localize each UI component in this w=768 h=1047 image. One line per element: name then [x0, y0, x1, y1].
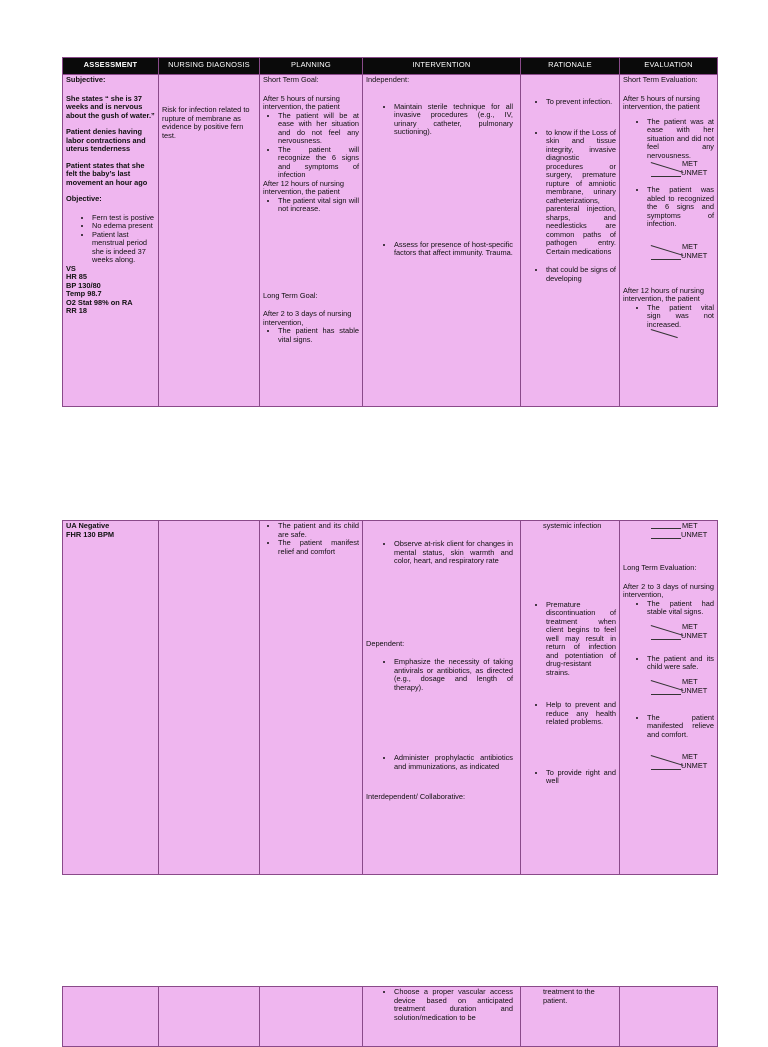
intervention-list — [366, 988, 517, 1022]
rationale-cell — [521, 75, 620, 407]
assessment-cell — [63, 987, 159, 1047]
list-item: • Fern test is postive — [92, 214, 155, 223]
list-item: • The patient was at ease with her situation and did not feel any nervousness. — [647, 118, 714, 161]
short-term-goal-label: Short Term Goal: — [263, 75, 319, 84]
met-unmet-marker — [651, 753, 714, 775]
list-item: • The patient was abled to recognized the 6 signs and symptoms of infection. — [647, 186, 714, 229]
met-label: MET — [682, 159, 698, 168]
planning-cell — [260, 75, 363, 407]
header-nursing-diagnosis: NURSING DIAGNOSIS — [159, 58, 260, 75]
list-item: • Observe at-risk client for changes in mental status, skin warmth and color, heart, and respiratory rate — [394, 540, 513, 566]
evaluation-list — [623, 118, 714, 161]
planning-timeframe: After 5 hours of nursing intervention, the patient — [263, 93, 340, 111]
intervention-cell — [363, 987, 521, 1047]
met-label: MET — [682, 621, 698, 631]
list-item: • No edema present — [92, 222, 155, 231]
evaluation-cell — [620, 987, 718, 1047]
intervention-cell — [363, 521, 521, 875]
vital-sign: HR 85 — [66, 272, 87, 281]
header-assessment: ASSESSMENT — [63, 58, 159, 75]
evaluation-timeframe: After 12 hours of nursing intervention, the patient — [623, 285, 704, 303]
table-row — [63, 75, 718, 407]
rationale-continuation: systemic infection — [543, 521, 602, 530]
evaluation-timeframe: After 5 hours of nursing intervention, the patient — [623, 93, 700, 111]
evaluation-timeframe: After 2 to 3 days of nursing intervention, — [623, 581, 714, 599]
unmet-label: UNMET — [681, 250, 708, 260]
care-plan-table-page-3 — [62, 986, 718, 1047]
rationale-list — [524, 266, 616, 283]
assessment-cell — [63, 521, 159, 875]
subjective-statement: Patient states that she felt the baby’s last movement an hour ago — [66, 160, 148, 187]
list-item: • The patient and its child are safe. — [278, 522, 359, 539]
header-rationale: RATIONALE — [521, 58, 620, 75]
strike-line — [623, 329, 714, 335]
list-item: • The patient manifest relief and comfort — [278, 539, 359, 556]
long-term-evaluation-label: Long Term Evaluation: — [623, 563, 697, 572]
vs-label: VS — [66, 263, 76, 273]
list-item: • The patient has stable vital signs. — [278, 327, 359, 344]
met-label: MET — [682, 752, 698, 761]
list-item: • Administer prophylactic antibiotics and immunizations, as indicated — [394, 754, 513, 771]
met-unmet-marker — [651, 243, 714, 265]
evaluation-list — [623, 304, 714, 330]
list-item: • The patient will be at ease with her situation and do not feel any nervousness. — [278, 112, 359, 146]
unmet-label: UNMET — [681, 630, 708, 640]
list-item: • The patient and its child were safe. — [647, 655, 714, 672]
diagnosis-cell — [159, 521, 260, 875]
care-plan-table-page-1 — [62, 57, 718, 407]
planning-cell — [260, 521, 363, 875]
list-item: • The patient vital sign will not increase. — [278, 197, 359, 214]
list-item: • that could be signs of developing — [546, 266, 616, 283]
planning-list — [263, 522, 359, 556]
list-item: • Choose a proper vascular access device based on anticipated treatment duration and solution/medication to be — [394, 988, 513, 1022]
planning-list — [263, 112, 359, 180]
objective-label: Objective: — [66, 194, 102, 203]
vital-sign: BP 130/80 — [66, 280, 101, 290]
met-unmet-marker — [651, 160, 714, 182]
evaluation-list — [623, 186, 714, 229]
vital-sign: O2 Stat 98% on RA — [66, 297, 133, 307]
header-row — [63, 58, 718, 75]
rationale-list — [524, 601, 616, 678]
header-evaluation: EVALUATION — [620, 58, 718, 75]
intervention-list — [366, 658, 517, 692]
list-item: • To prevent infection. — [546, 98, 616, 107]
objective-list — [66, 214, 155, 265]
planning-list — [263, 197, 359, 214]
list-item: • The patient will recognize the 6 signs and symptoms of infection — [278, 146, 359, 180]
intervention-list — [366, 540, 517, 566]
subjective-label: Subjective: — [66, 75, 106, 84]
list-item: • Assess for presence of host-specific factors that affect immunity. Trauma. — [394, 241, 513, 258]
list-item: • Patient last menstrual period she is indeed 37 weeks along. — [92, 231, 155, 265]
list-item: • to know if the Loss of skin and tissue integrity, invasive diagnostic procedures or surgery, premature rupture of amniotic membrane, urinary catheterizations, parenteral injection, sharps, and needlesticks are common paths of pathogen entry. Certain medications — [546, 129, 616, 257]
rationale-list — [524, 769, 616, 786]
met-label: MET — [682, 676, 698, 686]
list-item: • Emphasize the necessity of taking antivirals or antibiotics, as directed (e.g., dosage and length of therapy). — [394, 658, 513, 692]
evaluation-list — [623, 655, 714, 672]
unmet-label: UNMET — [681, 761, 708, 770]
assessment-cell — [63, 75, 159, 407]
rationale-cell — [521, 521, 620, 875]
evaluation-cell — [620, 521, 718, 875]
care-plan-table-page-2 — [62, 520, 718, 875]
intervention-cell — [363, 75, 521, 407]
vital-sign: RR 18 — [66, 306, 87, 315]
diagnosis-cell — [159, 987, 260, 1047]
long-term-goal-label: Long Term Goal: — [263, 290, 318, 300]
table-row — [63, 987, 718, 1047]
list-item: • Help to prevent and reduce any health related problems. — [546, 701, 616, 727]
header-intervention: INTERVENTION — [363, 58, 521, 75]
dependent-label: Dependent: — [366, 638, 405, 648]
list-item: • Premature discontinuation of treatment when client begins to feel well may result in return of infection and potentiation of drug-resistant strains. — [546, 601, 616, 678]
met-label: MET — [682, 241, 698, 251]
subjective-statement: Patient denies having labor contractions and uterus tenderness — [66, 127, 146, 153]
independent-label: Independent: — [366, 75, 410, 84]
unmet-label: UNMET — [681, 168, 708, 177]
list-item: • The patient vital sign was not increased. — [647, 304, 714, 330]
evaluation-list — [623, 714, 714, 740]
met-unmet-marker — [651, 522, 714, 542]
lab-result: FHR 130 BPM — [66, 529, 115, 539]
intervention-list — [366, 241, 517, 258]
planning-timeframe: After 2 to 3 days of nursing intervention, — [263, 309, 352, 327]
rationale-list — [524, 98, 616, 107]
evaluation-list — [623, 600, 714, 617]
vital-sign: Temp 98.7 — [66, 289, 102, 298]
unmet-label: UNMET — [681, 530, 708, 539]
rationale-continuation: treatment to the patient. — [543, 987, 595, 1005]
list-item: • To provide right and well — [546, 769, 616, 786]
list-item: • The patient had stable vital signs. — [647, 600, 714, 617]
met-unmet-marker — [651, 623, 714, 645]
intervention-list — [366, 754, 517, 771]
header-planning: PLANNING — [260, 58, 363, 75]
unmet-label: UNMET — [681, 685, 708, 695]
met-unmet-marker — [651, 678, 714, 700]
interdependent-label: Interdependent/ Collaborative: — [366, 792, 466, 801]
intervention-list — [366, 103, 517, 137]
table-row — [63, 521, 718, 875]
rationale-list — [524, 701, 616, 727]
met-label: MET — [682, 521, 698, 530]
planning-list — [263, 327, 359, 344]
planning-timeframe: After 12 hours of nursing intervention, the patient — [263, 178, 344, 196]
subjective-statement: She states “ she is 37 weeks and is nervous about the gush of water.” — [66, 93, 155, 120]
evaluation-cell — [620, 75, 718, 407]
nursing-diagnosis-text: Risk for infection related to rupture of membrane as evidence by positive fern test. — [162, 105, 250, 140]
short-term-evaluation-label: Short Term Evaluation: — [623, 75, 698, 84]
diagnosis-cell — [159, 75, 260, 407]
rationale-list — [524, 129, 616, 257]
lab-result: UA Negative — [66, 521, 110, 530]
list-item: • Maintain sterile technique for all invasive procedures (e.g., IV, urinary catheter, pulmonary suctioning). — [394, 103, 513, 137]
planning-cell — [260, 987, 363, 1047]
rationale-cell — [521, 987, 620, 1047]
list-item: • The patient manifested relieve and comfort. — [647, 714, 714, 740]
